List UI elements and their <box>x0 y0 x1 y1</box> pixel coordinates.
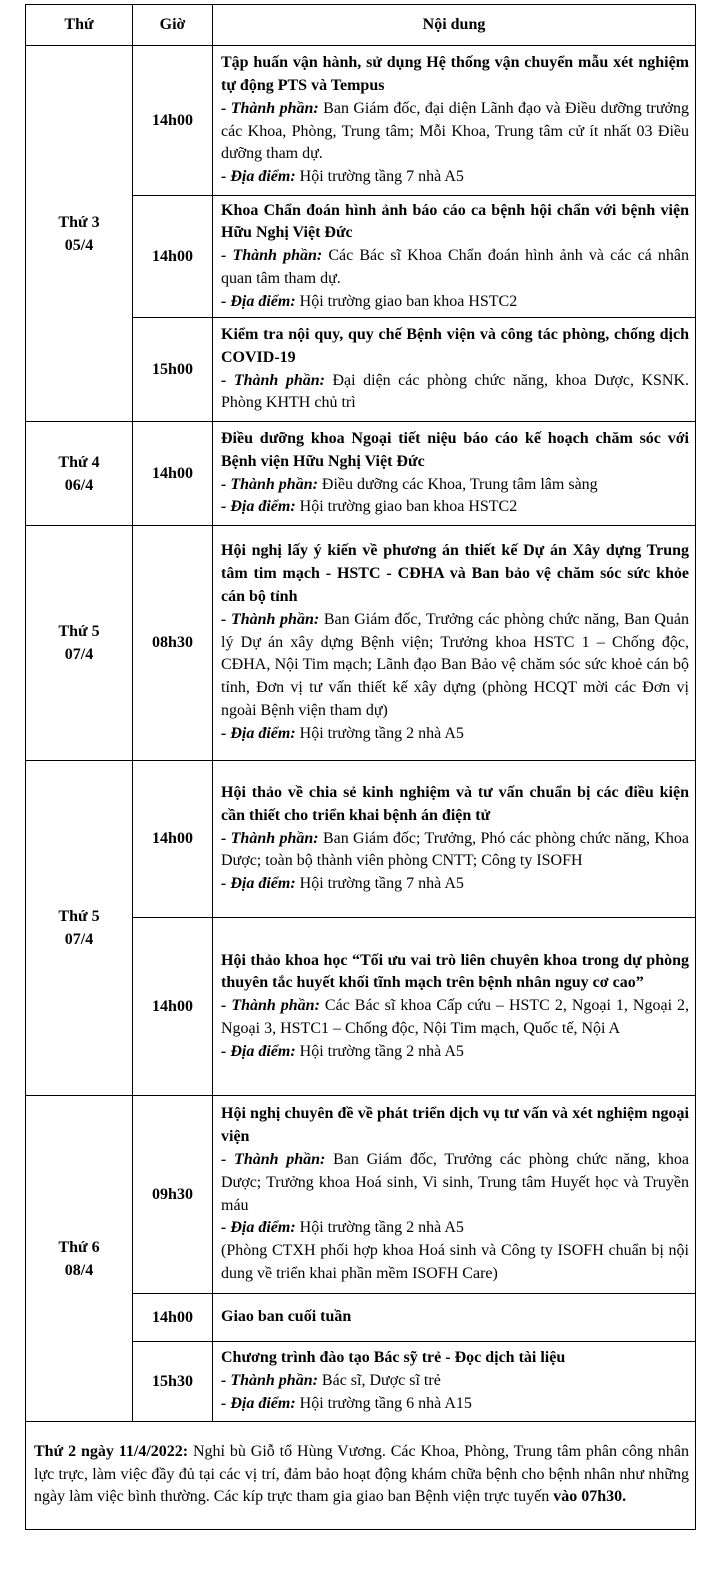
content-cell <box>213 1096 696 1294</box>
time-cell: 15h30 <box>133 1342 213 1422</box>
header-row <box>26 5 696 46</box>
time-cell: 14h00 <box>133 422 213 526</box>
event-title: Hội thảo về chia sẻ kinh nghiệm và tư vấn chuẩn bị các điều kiện cần thiết cho triển khai bệnh án điện tử <box>221 784 689 824</box>
content-cell <box>213 46 696 196</box>
content-cell <box>213 1342 696 1422</box>
event-title: Hội thảo khoa học “Tối ưu vai trò liên chuyên khoa trong dự phòng thuyên tắc huyết khối tĩnh mạch trên bệnh nhân nguy cơ cao” <box>221 951 689 992</box>
schedule-table <box>25 4 696 1530</box>
event-location: Hội trường tầng 7 nhà A5 <box>299 875 464 893</box>
members-label: - Thành phần: <box>221 247 323 265</box>
day-name: Thứ 6 <box>58 1238 100 1256</box>
members-label: - Thành phần: <box>221 1150 326 1168</box>
members-label: - Thành phần: <box>221 1372 318 1390</box>
note-cell <box>26 1422 696 1530</box>
day-name: Thứ 4 <box>58 453 100 471</box>
event-title: Kiểm tra nội quy, quy chế Bệnh viện và công tác phòng, chống dịch COVID-19 <box>221 325 689 366</box>
day-name: Thứ 5 <box>58 908 100 925</box>
time-cell: 08h30 <box>133 526 213 761</box>
event-location: Hội trường giao ban khoa HSTC2 <box>299 292 518 310</box>
table-row <box>26 526 696 761</box>
day-cell <box>26 526 133 761</box>
day-date: 07/4 <box>64 931 94 948</box>
time-cell: 14h00 <box>133 918 213 1096</box>
day-cell <box>26 422 133 526</box>
event-members: Ban Giám đốc, Trưởng các phòng chức năng, khoa Dược; Trưởng khoa Hoá sinh, Vi sinh, Trung tâm Huyết học và Truyền máu <box>221 1150 690 1214</box>
event-members: Ban Giám đốc; Trưởng, Phó các phòng chức năng, Khoa Dược; toàn bộ thành viên phòng CNTT; Công ty ISOFH <box>221 829 690 870</box>
members-label: - Thành phần: <box>221 610 320 628</box>
event-members: Điều dưỡng các Khoa, Trung tâm lâm sàng <box>321 475 598 493</box>
note-body: Nghỉ bù Giỗ tổ Hùng Vương. Các Khoa, Phòng, Trung tâm phân công nhân lực trực, làm việc đầy đủ tại các vị trí, đảm bảo hoạt động khám chữa bệnh cho bệnh nhân như những ngày làm việc bình thường. Các kíp trực tham gia giao ban Bệnh viện trực tuyến <box>34 1442 690 1506</box>
event-members: Các Bác sĩ Khoa Chẩn đoán hình ảnh và các cá nhân quan tâm tham dự. <box>221 247 689 287</box>
location-label: - Địa điểm: <box>221 1394 296 1412</box>
day-name: Thứ 5 <box>58 623 100 640</box>
note-lead: Thứ 2 ngày 11/4/2022: <box>34 1442 189 1460</box>
time-cell: 14h00 <box>133 46 213 196</box>
day-date: 06/4 <box>64 476 94 494</box>
location-label: - Địa điểm: <box>221 1042 296 1060</box>
location-label: - Địa điểm: <box>221 1219 296 1237</box>
time-cell: 14h00 <box>133 196 213 318</box>
event-title: Chương trình đào tạo Bác sỹ trẻ - Đọc dịch tài liệu <box>221 1349 566 1367</box>
event-title: Hội nghị lấy ý kiến về phương án thiết kế Dự án Xây dựng Trung tâm tim mạch - HSTC - CĐHA và Ban bảo vệ chăm sóc sức khỏe cán bộ tỉnh <box>221 542 689 605</box>
header-content: Nội dung <box>213 5 696 46</box>
location-label: - Địa điểm: <box>221 724 296 742</box>
event-members: Ban Giám đốc, Trưởng các phòng chức năng, Ban Quản lý Dự án xây dựng Bệnh viện; Trưởng khoa HSTC 1 – Chống độc, CĐHA, Nội Tim mạch; Lãnh đạo Ban Bảo vệ chăm sóc sức khoẻ cán bộ tỉnh, Đơn vị tư vấn thiết kế xây dựng (phòng HCQT mời các Đơn vị ngoài Bệnh viện tham dự) <box>221 610 690 719</box>
table-row <box>26 761 696 918</box>
event-location: Hội trường tầng 2 nhà A5 <box>299 724 464 742</box>
content-cell <box>213 761 696 918</box>
header-time: Giờ <box>133 5 213 46</box>
members-label: - Thành phần: <box>221 997 320 1015</box>
event-location: Hội trường tầng 2 nhà A5 <box>299 1219 464 1237</box>
time-cell: 15h00 <box>133 318 213 422</box>
note-tail: vào 07h30. <box>553 1488 627 1506</box>
day-cell <box>26 46 133 422</box>
content-cell <box>213 196 696 318</box>
table-row <box>26 46 696 196</box>
event-title: Điều dưỡng khoa Ngoại tiết niệu báo cáo kế hoạch chăm sóc với Bệnh viện Hữu Nghị Việt Đức <box>221 429 689 470</box>
event-extra: (Phòng CTXH phối hợp khoa Hoá sinh và Công ty ISOFH chuẩn bị nội dung về triển khai phần mềm ISOFH Care) <box>221 1242 689 1282</box>
table-row <box>26 422 696 526</box>
time-cell: 14h00 <box>133 761 213 918</box>
note-row <box>26 1422 696 1530</box>
event-members: Đại diện các phòng chức năng, khoa Dược, KSNK. Phòng KHTH chủ trì <box>221 371 690 412</box>
location-label: - Địa điểm: <box>221 168 296 186</box>
day-cell <box>26 1096 133 1422</box>
location-label: - Địa điểm: <box>221 292 296 310</box>
day-date: 08/4 <box>64 1261 94 1279</box>
event-members: Bác sĩ, Dược sĩ trẻ <box>321 1372 441 1390</box>
members-label: - Thành phần: <box>221 475 318 493</box>
table-row <box>26 1096 696 1294</box>
event-members: Ban Giám đốc, đại diện Lãnh đạo và Điều dưỡng trưởng các Khoa, Phòng, Trung tâm; Mỗi Khoa, Trung tâm cử ít nhất 03 Điều dưỡng tham dự. <box>221 99 690 163</box>
members-label: - Thành phần: <box>221 829 319 847</box>
header-day: Thứ <box>26 5 133 46</box>
members-label: - Thành phần: <box>221 99 319 117</box>
event-title: Khoa Chẩn đoán hình ảnh báo cáo ca bệnh hội chẩn với bệnh viện Hữu Nghị Việt Đức <box>221 201 689 242</box>
location-label: - Địa điểm: <box>221 875 296 893</box>
event-title: Giao ban cuối tuần <box>221 1308 352 1326</box>
content-cell <box>213 422 696 526</box>
event-location: Hội trường tầng 7 nhà A5 <box>299 168 464 186</box>
day-date: 07/4 <box>64 646 94 663</box>
time-cell: 09h30 <box>133 1096 213 1294</box>
content-cell <box>213 318 696 422</box>
content-cell <box>213 918 696 1096</box>
content-cell <box>213 526 696 761</box>
event-location: Hội trường tầng 6 nhà A15 <box>299 1394 472 1412</box>
day-name: Thứ 3 <box>58 213 100 231</box>
event-title: Hội nghị chuyên đề về phát triển dịch vụ tư vấn và xét nghiệm ngoại viện <box>221 1105 689 1146</box>
members-label: - Thành phần: <box>221 371 325 389</box>
event-members: Các Bác sĩ khoa Cấp cứu – HSTC 2, Ngoại 1, Ngoại 2, Ngoại 3, HSTC1 – Chống độc, Nội Tim mạch, Quốc tế, Nội A <box>221 997 690 1037</box>
time-cell: 14h00 <box>133 1294 213 1342</box>
content-cell <box>213 1294 696 1342</box>
event-location: Hội trường tầng 2 nhà A5 <box>299 1042 464 1060</box>
day-cell <box>26 761 133 1096</box>
day-date: 05/4 <box>64 236 94 254</box>
location-label: - Địa điểm: <box>221 498 296 516</box>
event-location: Hội trường giao ban khoa HSTC2 <box>299 498 518 516</box>
event-title: Tập huấn vận hành, sử dụng Hệ thống vận chuyển mẫu xét nghiệm tự động PTS và Tempus <box>221 54 689 94</box>
